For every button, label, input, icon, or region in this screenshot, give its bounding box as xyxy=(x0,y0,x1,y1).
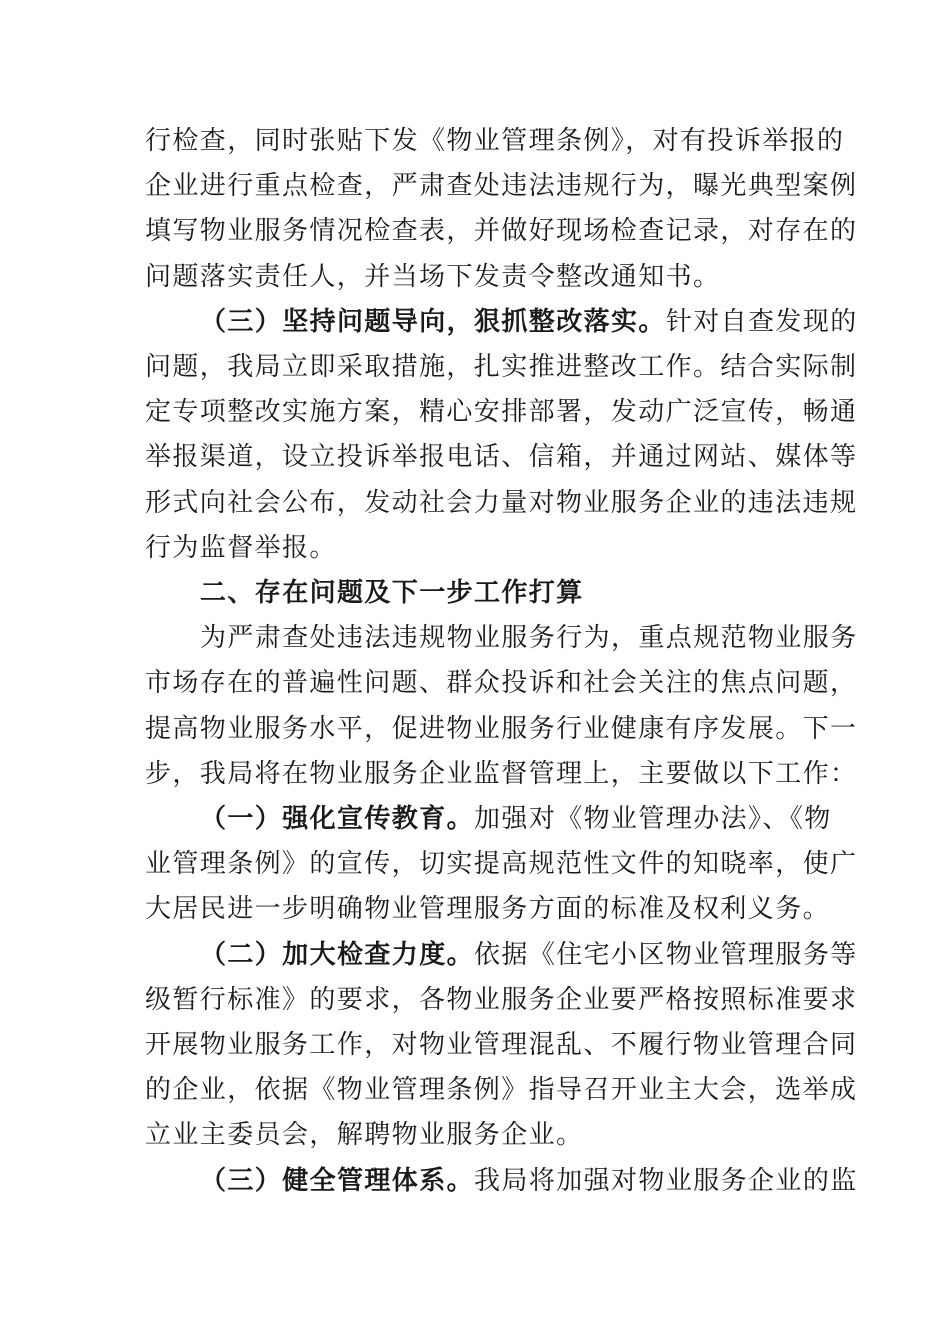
bold-lead: （三）坚持问题导向，狠抓整改落实。 xyxy=(200,306,666,337)
line-text: 大居民进一步明确物业管理服务方面的标准及权利义务。 xyxy=(145,894,831,925)
line-text: 开展物业服务工作，对物业管理混乱、不履行物业管理合同 xyxy=(145,1030,858,1060)
text-line xyxy=(145,347,858,387)
line-text: 提高物业服务水平，促进物业服务行业健康有序发展。下一 xyxy=(145,713,858,744)
bold-lead: （二）加大检查力度。 xyxy=(200,939,475,970)
text-line xyxy=(145,663,858,703)
text-line xyxy=(200,618,858,658)
text-line xyxy=(145,257,810,297)
line-text: 加强对《物业管理办法》、《物 xyxy=(474,804,832,834)
bold-lead: （一）强化宣传教育。 xyxy=(200,804,475,834)
section-heading xyxy=(200,573,810,613)
text-line xyxy=(145,1070,858,1110)
text-line xyxy=(145,754,858,794)
text-line xyxy=(145,483,858,523)
text-line xyxy=(145,121,845,161)
bold-lead: （三）健全管理体系。 xyxy=(200,1165,475,1196)
text-line xyxy=(145,528,810,568)
line-text: 步，我局将在物业服务企业监督管理上，主要做以下工作： xyxy=(145,758,858,789)
text-line xyxy=(145,437,858,477)
text-line xyxy=(145,889,831,929)
text-line xyxy=(200,1161,858,1201)
line-text: 依据《住宅小区物业管理服务等 xyxy=(474,939,858,970)
line-text: 为严肃查处违法违规物业服务行为，重点规范物业服务 xyxy=(200,623,858,654)
text-line xyxy=(200,302,858,342)
line-text: 问题，我局立即采取措施，扎实推进整改工作。结合实际制 xyxy=(145,352,858,382)
line-text: 行检查，同时张贴下发《物业管理条例》，对有投诉举报的 xyxy=(145,126,845,156)
text-line xyxy=(200,935,858,975)
line-text: 业管理条例》的宣传，切实提高规范性文件的知晓率，使广 xyxy=(145,849,858,880)
text-line xyxy=(145,166,858,206)
line-text: 行为监督举报。 xyxy=(145,532,337,563)
line-text: 的企业，依据《物业管理条例》指导召开业主大会，选举成 xyxy=(145,1075,858,1106)
text-line xyxy=(145,1025,858,1065)
line-text: 立业主委员会，解聘物业服务企业。 xyxy=(145,1120,584,1151)
line-text: 定专项整改实施方案，精心安排部署，发动广泛宣传，畅通 xyxy=(145,397,858,428)
text-line xyxy=(145,709,858,749)
line-text: 针对自查发现的 xyxy=(665,306,858,337)
text-line xyxy=(145,392,858,432)
line-text: 企业进行重点检查，严肃查处违法违规行为，曝光典型案例 xyxy=(145,171,858,202)
bold-lead: 二、存在问题及下一步工作打算 xyxy=(200,578,584,608)
line-text: 举报渠道，设立投诉举报电话、信箱，并通过网站、媒体等 xyxy=(145,442,858,473)
text-line xyxy=(200,799,832,839)
text-line xyxy=(145,211,858,251)
text-line xyxy=(145,1115,810,1155)
line-text: 级暂行标准》的要求，各物业服务企业要严格按照标准要求 xyxy=(145,984,858,1015)
line-text: 我局将加强对物业服务企业的监 xyxy=(474,1165,858,1196)
line-text: 问题落实责任人，并当场下发责令整改通知书。 xyxy=(145,261,721,292)
line-text: 形式向社会公布，发动社会力量对物业服务企业的违法违规 xyxy=(145,487,858,518)
text-line xyxy=(145,980,858,1020)
line-text: 填写物业服务情况检查表，并做好现场检查记录，对存在的 xyxy=(145,216,858,247)
line-text: 市场存在的普遍性问题、群众投诉和社会关注的焦点问题， xyxy=(145,668,858,699)
text-line xyxy=(145,844,858,884)
